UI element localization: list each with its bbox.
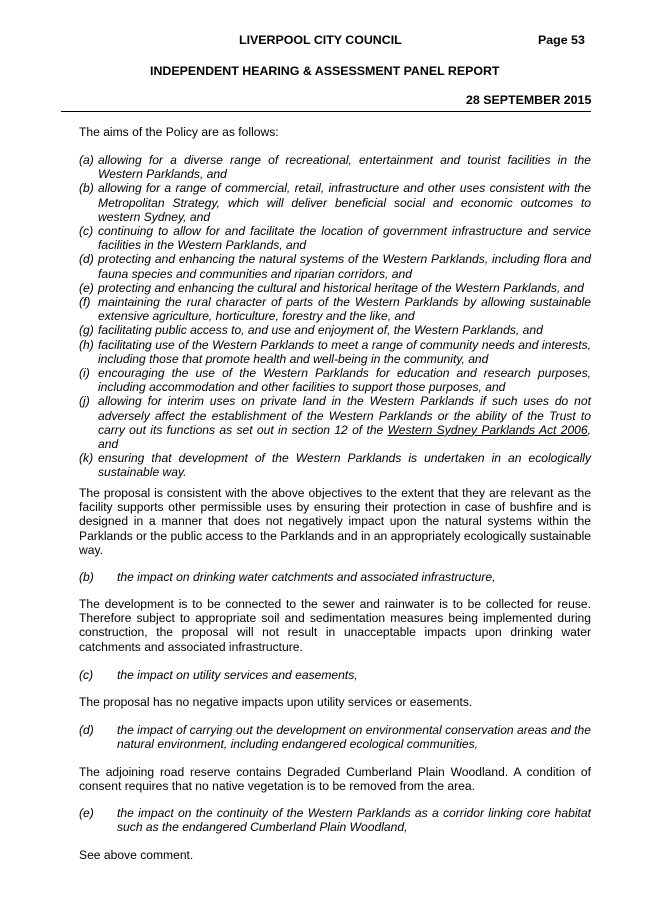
aim-item: (a) allowing for a diverse range of recreational, entertainment and tourist facilities in the Western Parklands, and xyxy=(79,153,591,182)
report-date: 28 SEPTEMBER 2015 xyxy=(466,93,592,107)
aim-item: (g) facilitating public access to, and use and enjoyment of, the Western Parklands, and xyxy=(79,323,543,338)
aim-item: (d) protecting and enhancing the natural systems of the Western Parklands, including flora and fauna species and communities and riparian corridors, and xyxy=(79,252,591,281)
council-name: LIVERPOOL CITY COUNCIL xyxy=(239,33,402,47)
policy-aims-list xyxy=(79,153,591,480)
criterion-b: (b) the impact on drinking water catchments and associated infrastructure, xyxy=(79,570,496,584)
aim-item: (i) encouraging the use of the Western Parklands for education and research purposes, including accommodation and other facilities to support those purposes, and xyxy=(79,366,591,395)
aim-item: (j) allowing for interim uses on private land in the Western Parklands if such uses do not adversely affect the establishment of the Western Parklands or the ability of the Trust to carry out its functions as set out in section 12 of the Western Sydney Parklands Act 2006, and xyxy=(79,394,591,452)
drinking-water-paragraph: The development is to be connected to the sewer and rainwater is to be collected for reuse. Therefore subject to appropriate soil and sedimentation measures being implemented during construction, the proposal will not result in unacceptable impacts upon drinking water catchments and associated infrastructure. xyxy=(79,597,591,654)
consistency-paragraph: The proposal is consistent with the above objectives to the extent that they are relevant as the facility supports other permissible uses by ensuring their protection in case of bushfire and is designed in a manner that does not negatively impact upon the natural systems within the Parklands or the public access to the Parklands and in an appropriately ecologically sustainable way. xyxy=(79,486,591,557)
criterion-c: (c) the impact on utility services and easements, xyxy=(79,668,358,682)
aim-item: (b) allowing for a range of commercial, retail, infrastructure and other uses consistent with the Metropolitan Strategy, which will deliver beneficial social and economic outcomes to western Sydney, and xyxy=(79,181,591,224)
criterion-e: (e) the impact on the continuity of the Western Parklands as a corridor linking core habitat such as the endangered Cumberland Plain Woodland, xyxy=(79,806,591,835)
utility-paragraph: The proposal has no negative impacts upon utility services or easements. xyxy=(79,695,473,709)
aim-item: (f) maintaining the rural character of parts of the Western Parklands by allowing sustainable extensive agriculture, horticulture, forestry and the like, and xyxy=(79,295,591,324)
conservation-paragraph: The adjoining road reserve contains Degraded Cumberland Plain Woodland. A condition of consent requires that no native vegetation is to be removed from the area. xyxy=(79,765,591,794)
aim-item: (k) ensuring that development of the Western Parklands is undertaken in an ecologically sustainable way. xyxy=(79,451,591,480)
criterion-d: (d) the impact of carrying out the development on environmental conservation areas and the natural environment, including endangered ecological communities, xyxy=(79,723,591,752)
aim-item: (h) facilitating use of the Western Parklands to meet a range of community needs and interests, including those that promote health and well-being in the community, and xyxy=(79,337,591,366)
intro-paragraph: The aims of the Policy are as follows: xyxy=(79,125,279,139)
page-number: Page 53 xyxy=(538,33,585,47)
header-divider xyxy=(61,111,591,112)
act-reference-link: Western Sydney Parklands Act 2006 xyxy=(387,422,588,437)
aim-item: (c) continuing to allow for and facilitate the location of government infrastructure and service facilities in the Western Parklands, and xyxy=(79,224,591,253)
aim-item: (e) protecting and enhancing the cultural and historical heritage of the Western Parklands, and xyxy=(79,280,584,295)
corridor-paragraph: See above comment. xyxy=(79,848,194,862)
report-title: INDEPENDENT HEARING & ASSESSMENT PANEL REPORT xyxy=(150,64,500,78)
